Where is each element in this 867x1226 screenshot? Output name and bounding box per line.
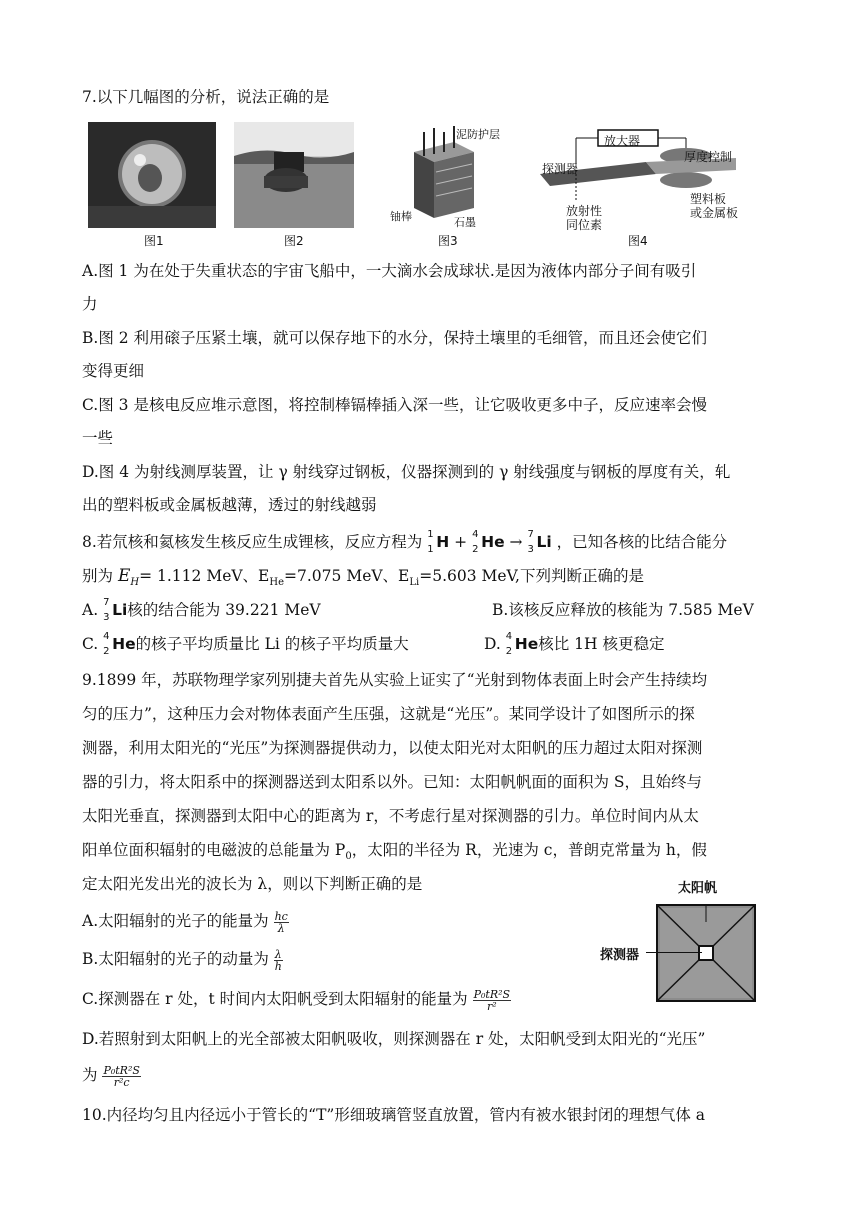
q7-option-b-line1: B.图 2 利用磙子压紧土壤，就可以保存地下的水分，保持土壤里的毛细管，而且还会使它们 xyxy=(82,329,708,347)
q7-option-c-line1: C.图 3 是核电反应堆示意图，将控制棒镉棒插入深一些，让它吸收更多中子，反应速率会慢 xyxy=(82,396,707,414)
solar-sail-figure xyxy=(656,904,756,1006)
fig4-label-plate2: 或金属板 xyxy=(690,206,739,220)
fraction-lambda-h: $\frac{\lambda}{h}$ xyxy=(274,947,282,973)
fig3-label-top: 泥防护层 xyxy=(456,128,500,141)
q7-option-a-line2: 力 xyxy=(82,295,98,313)
q7-option-d-line2: 出的塑料板或金属板越薄，透过的射线越弱 xyxy=(82,496,377,514)
q10-line1: 10.内径均匀且内径远小于管长的“T”形细玻璃管竖直放置，管内有被水银封闭的理想气体 a xyxy=(82,1106,706,1124)
nuclide-li: 7 3 Li xyxy=(527,529,552,555)
fraction-pressure: $\frac{\text{P₀tR²S}}{\text{r²c}}$ xyxy=(103,1063,140,1089)
q7-option-c-line2: 一些 xyxy=(82,429,114,447)
fig4-label-iso1: 放射性 xyxy=(566,204,603,218)
q8-option-c: C. 4 2 He的核子平均质量比 Li 的核子平均质量大 xyxy=(82,631,409,657)
q9-option-b: B.太阳辐射的光子的动量为 $\frac{\lambda}{h}$ xyxy=(82,947,282,973)
q9-line4: 器的引力，将太阳系中的探测器送到太阳系以外。已知：太阳帆帆面的面积为 S，且始终与 xyxy=(82,773,703,791)
q7-stem: 7.以下几幅图的分析，说法正确的是 xyxy=(82,88,330,106)
nuclide-h: 1 1 H xyxy=(427,529,450,555)
fig4-label-plate1: 塑料板 xyxy=(690,192,727,206)
fig4-label-detector: 探测器 xyxy=(542,162,579,176)
probe-pointer-line xyxy=(646,952,702,953)
q9-line2: 匀的压力”，这种压力会对物体表面产生压强，这就是“光压”。某同学设计了如图所示的探 xyxy=(82,705,695,723)
q7-option-b-line2: 变得更细 xyxy=(82,362,145,380)
fig2-caption: 图2 xyxy=(284,234,304,248)
fig-probe-label: 探测器 xyxy=(600,948,640,963)
q9-option-d-line1: D.若照射到太阳帆上的光全部被太阳帆吸收，则探测器在 r 处，太阳帆受到太阳光的“光压” xyxy=(82,1030,706,1048)
q7-option-a-line1: A.图 1 为在处于失重状态的宇宙飞船中，一大滴水会成球状.是因为液体内部分子间有吸引 xyxy=(82,262,697,280)
q9-line6: 阳单位面积辐射的电磁波的总能量为 $P_0$，太阳的半径为 R，光速为 c，普朗克常量为 h，假 xyxy=(82,841,707,863)
q8-stem-line1: 8.若氘核和氦核发生核反应生成锂核，反应方程为 1 1 H + 4 2 He → 7 3 Li ，已知各核的比结合能分 xyxy=(82,529,728,555)
q9-line3: 测器，利用太阳光的“光压”为探测器提供动力，以使太阳光对太阳帆的压力超过太阳对探测 xyxy=(82,739,703,757)
q9-line1: 9.1899 年，苏联物理学家列别捷夫首先从实验上证实了“光射到物体表面上时会产生持续均 xyxy=(82,671,708,689)
q8-option-b: B.该核反应释放的核能为 7.585 MeV xyxy=(492,601,754,619)
q9-option-c: C.探测器在 r 处，t 时间内太阳帆受到太阳辐射的能量为 $\frac{\text{P₀tR²S}}{\text{r²}}$ xyxy=(82,987,511,1013)
fig2-image xyxy=(234,122,354,232)
fig4-label-thickness: 厚度控制 xyxy=(684,150,733,164)
q9-option-d-line2: 为 $\frac{\text{P₀tR²S}}{\text{r²c}}$ xyxy=(82,1063,140,1089)
fig4-caption: 图4 xyxy=(628,234,648,248)
fig3-caption: 图3 xyxy=(438,234,458,248)
q9-option-a: A.太阳辐射的光子的能量为 $\frac{hc}{\lambda}$ xyxy=(82,909,288,935)
fig1-caption: 图1 xyxy=(144,234,164,248)
q7-figures xyxy=(88,122,788,250)
fig3-label-right: 石墨 xyxy=(454,216,476,229)
fig4-label-iso2: 同位素 xyxy=(566,218,603,232)
fraction-energy: $\frac{\text{P₀tR²S}}{\text{r²}}$ xyxy=(473,987,511,1013)
q8-option-a: A. 7 3 Li核的结合能为 39.221 MeV xyxy=(82,597,321,623)
fig1-image xyxy=(88,122,216,232)
fig4-label-amp: 放大器 xyxy=(604,134,641,148)
q8-stem-line2: 别为 $E_H= 1.112$ MeV、$E_{He}=7.075$ MeV、$E_{Li}=5.603$ MeV,下列判断正确的是 xyxy=(82,566,644,589)
nuclide-he: 4 2 He xyxy=(472,529,505,555)
fig-sail-label: 太阳帆 xyxy=(678,881,718,896)
q8-option-d: D. 4 2 He核比 1H 核更稳定 xyxy=(484,631,665,657)
fraction-hc-lambda: $\frac{hc}{\lambda}$ xyxy=(274,909,288,935)
q9-line7: 定太阳光发出光的波长为 λ，则以下判断正确的是 xyxy=(82,875,423,893)
q7-option-d-line1: D.图 4 为射线测厚装置，让 γ 射线穿过钢板，仪器探测到的 γ 射线强度与钢板的厚度有关，轧 xyxy=(82,463,731,481)
q9-line5: 太阳光垂直，探测器到太阳中心的距离为 r，不考虑行星对探测器的引力。单位时间内从太 xyxy=(82,807,699,825)
fig3-label-left: 铀棒 xyxy=(390,210,412,223)
